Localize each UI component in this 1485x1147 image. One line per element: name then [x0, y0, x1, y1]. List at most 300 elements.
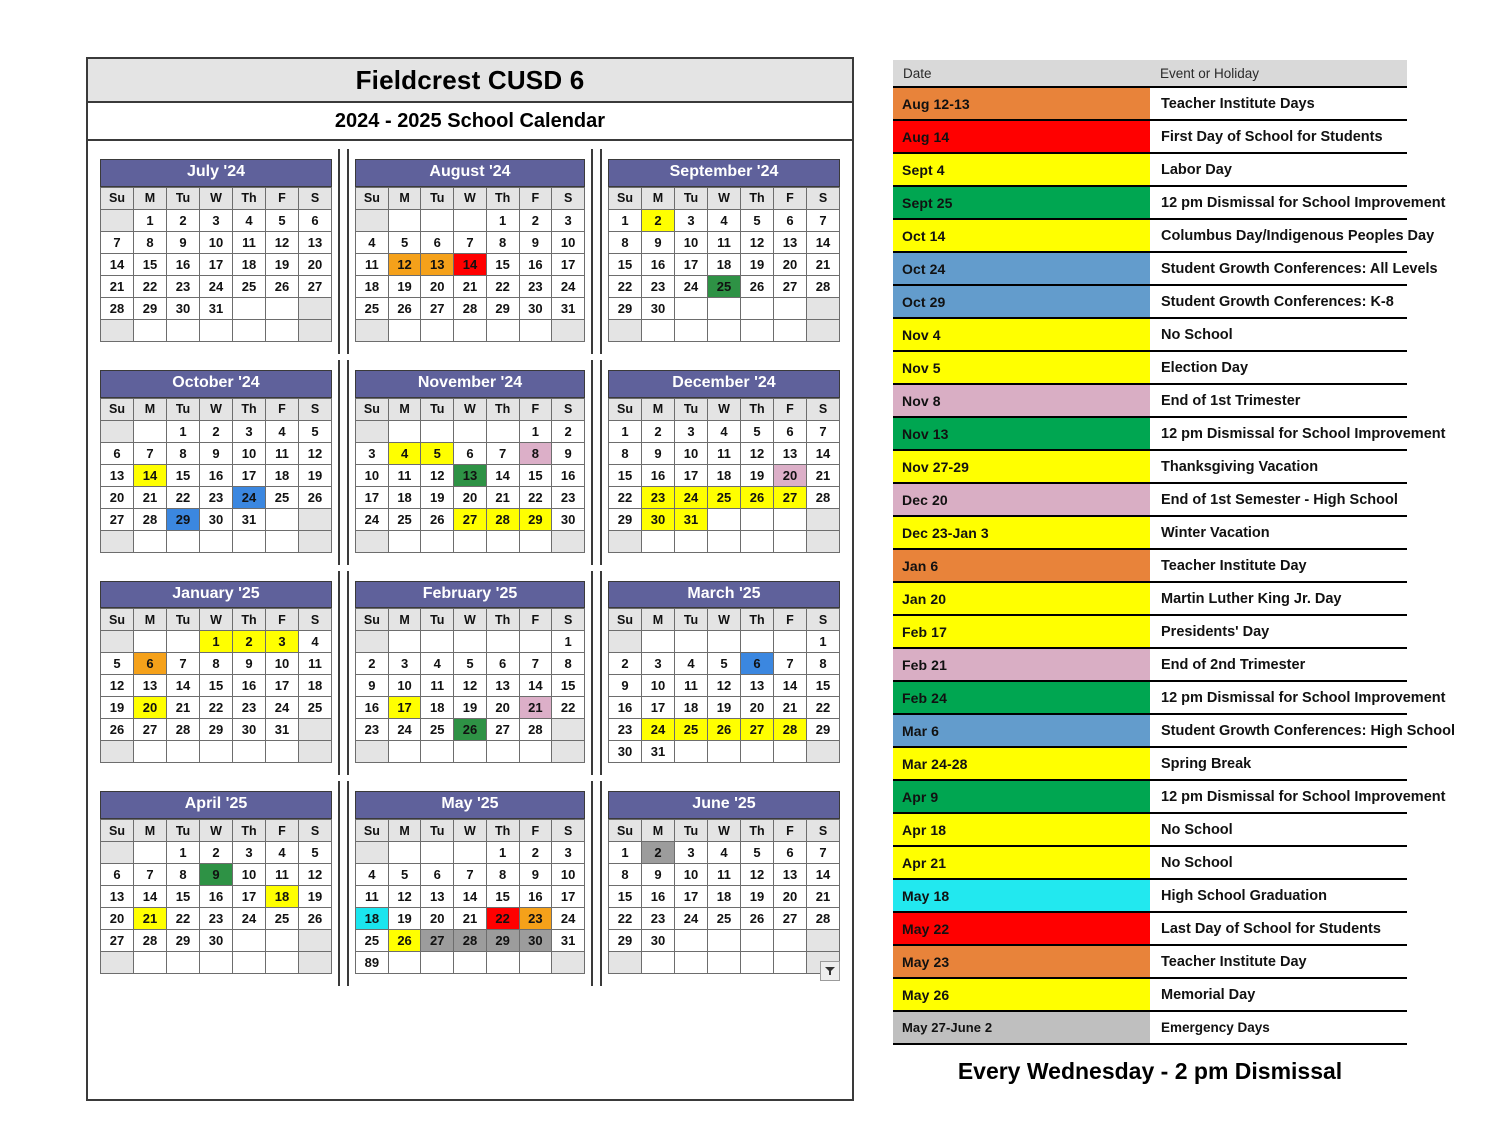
day-cell[interactable]: 18 [356, 908, 389, 930]
day-cell[interactable]: 21 [134, 908, 167, 930]
day-cell[interactable]: 14 [167, 675, 200, 697]
day-cell[interactable]: 16 [642, 253, 675, 275]
day-cell[interactable]: 15 [519, 464, 552, 486]
day-cell[interactable]: 29 [609, 297, 642, 319]
day-cell[interactable]: 9 [519, 231, 552, 253]
day-cell[interactable]: 5 [299, 420, 332, 442]
day-cell[interactable]: 30 [552, 508, 585, 530]
day-cell[interactable]: 29 [609, 930, 642, 952]
day-cell[interactable]: 14 [774, 675, 807, 697]
day-cell[interactable]: 24 [233, 486, 266, 508]
day-cell[interactable]: 11 [233, 231, 266, 253]
day-cell[interactable]: 16 [609, 697, 642, 719]
day-cell[interactable]: 17 [675, 464, 708, 486]
day-cell[interactable]: 16 [519, 886, 552, 908]
day-cell[interactable]: 9 [356, 675, 389, 697]
day-cell[interactable]: 8 [486, 231, 519, 253]
day-cell[interactable]: 27 [774, 908, 807, 930]
day-cell[interactable]: 12 [299, 442, 332, 464]
day-cell[interactable]: 5 [421, 442, 454, 464]
day-cell[interactable]: 22 [200, 697, 233, 719]
day-cell[interactable]: 4 [233, 209, 266, 231]
day-cell[interactable]: 1 [519, 420, 552, 442]
day-cell[interactable]: 18 [233, 253, 266, 275]
day-cell[interactable]: 1 [486, 842, 519, 864]
day-cell[interactable]: 6 [486, 653, 519, 675]
day-cell[interactable]: 13 [421, 253, 454, 275]
day-cell[interactable]: 18 [356, 275, 389, 297]
day-cell[interactable]: 15 [609, 464, 642, 486]
day-cell[interactable]: 31 [675, 508, 708, 530]
day-cell[interactable]: 10 [675, 442, 708, 464]
day-cell[interactable]: 29 [167, 930, 200, 952]
day-cell[interactable]: 15 [609, 253, 642, 275]
day-cell[interactable]: 25 [421, 719, 454, 741]
day-cell[interactable]: 8 [167, 442, 200, 464]
day-cell[interactable]: 21 [167, 697, 200, 719]
day-cell[interactable]: 20 [421, 908, 454, 930]
day-cell[interactable]: 8 [486, 864, 519, 886]
day-cell[interactable]: 19 [266, 253, 299, 275]
day-cell[interactable]: 27 [101, 508, 134, 530]
day-cell[interactable]: 1 [609, 420, 642, 442]
day-cell[interactable]: 20 [101, 486, 134, 508]
day-cell[interactable]: 3 [675, 842, 708, 864]
day-cell[interactable]: 5 [741, 420, 774, 442]
day-cell[interactable]: 10 [675, 231, 708, 253]
day-cell[interactable]: 12 [708, 675, 741, 697]
day-cell[interactable]: 20 [774, 464, 807, 486]
day-cell[interactable]: 19 [421, 486, 454, 508]
day-cell[interactable]: 17 [552, 253, 585, 275]
day-cell[interactable]: 9 [642, 864, 675, 886]
day-cell[interactable]: 5 [454, 653, 487, 675]
day-cell[interactable]: 7 [807, 420, 840, 442]
day-cell[interactable]: 15 [200, 675, 233, 697]
day-cell[interactable]: 6 [741, 653, 774, 675]
day-cell[interactable]: 11 [266, 442, 299, 464]
day-cell[interactable]: 2 [642, 420, 675, 442]
day-cell[interactable]: 14 [807, 864, 840, 886]
day-cell[interactable]: 28 [454, 930, 487, 952]
day-cell[interactable]: 28 [807, 908, 840, 930]
day-cell[interactable]: 4 [266, 420, 299, 442]
day-cell[interactable]: 20 [299, 253, 332, 275]
day-cell[interactable]: 5 [266, 209, 299, 231]
day-cell[interactable]: 21 [454, 908, 487, 930]
day-cell[interactable]: 24 [675, 486, 708, 508]
day-cell[interactable]: 18 [266, 464, 299, 486]
day-cell[interactable]: 18 [299, 675, 332, 697]
day-cell[interactable]: 1 [167, 420, 200, 442]
day-cell[interactable]: 8 [609, 231, 642, 253]
day-cell[interactable]: 20 [741, 697, 774, 719]
day-cell[interactable]: 8 [134, 231, 167, 253]
day-cell[interactable]: 26 [299, 908, 332, 930]
day-cell[interactable]: 29 [486, 930, 519, 952]
day-cell[interactable]: 2 [200, 420, 233, 442]
day-cell[interactable]: 22 [486, 908, 519, 930]
day-cell[interactable]: 17 [233, 464, 266, 486]
day-cell[interactable]: 2 [609, 653, 642, 675]
day-cell[interactable]: 14 [454, 886, 487, 908]
day-cell[interactable]: 4 [708, 420, 741, 442]
day-cell[interactable]: 17 [675, 886, 708, 908]
day-cell[interactable]: 2 [642, 209, 675, 231]
day-cell[interactable]: 15 [486, 253, 519, 275]
day-cell[interactable]: 22 [167, 908, 200, 930]
day-cell[interactable]: 14 [486, 464, 519, 486]
day-cell[interactable]: 22 [486, 275, 519, 297]
day-cell[interactable]: 3 [233, 842, 266, 864]
day-cell[interactable]: 26 [741, 486, 774, 508]
day-cell[interactable]: 15 [486, 886, 519, 908]
day-cell[interactable]: 23 [609, 719, 642, 741]
day-cell[interactable]: 7 [454, 864, 487, 886]
day-cell[interactable]: 30 [200, 508, 233, 530]
day-cell[interactable]: 23 [200, 486, 233, 508]
day-cell[interactable]: 26 [741, 908, 774, 930]
day-cell[interactable]: 12 [741, 231, 774, 253]
day-cell[interactable]: 25 [356, 930, 389, 952]
day-cell[interactable]: 23 [642, 275, 675, 297]
day-cell[interactable]: 12 [266, 231, 299, 253]
day-cell[interactable]: 8 [200, 653, 233, 675]
day-cell[interactable]: 1 [486, 209, 519, 231]
day-cell[interactable]: 9 [200, 442, 233, 464]
day-cell[interactable]: 2 [200, 842, 233, 864]
day-cell[interactable]: 27 [741, 719, 774, 741]
day-cell[interactable]: 17 [552, 886, 585, 908]
day-cell[interactable]: 25 [299, 697, 332, 719]
day-cell[interactable]: 30 [642, 297, 675, 319]
day-cell[interactable]: 10 [233, 864, 266, 886]
day-cell[interactable]: 22 [134, 275, 167, 297]
day-cell[interactable]: 8 [609, 442, 642, 464]
day-cell[interactable]: 11 [266, 864, 299, 886]
day-cell[interactable]: 13 [774, 442, 807, 464]
day-cell[interactable]: 12 [388, 886, 421, 908]
day-cell[interactable]: 27 [421, 297, 454, 319]
day-cell[interactable]: 26 [454, 719, 487, 741]
day-cell[interactable]: 9 [167, 231, 200, 253]
day-cell[interactable]: 13 [101, 464, 134, 486]
day-cell[interactable]: 6 [774, 842, 807, 864]
day-cell[interactable]: 13 [454, 464, 487, 486]
day-cell[interactable]: 8 [552, 653, 585, 675]
day-cell[interactable]: 18 [388, 486, 421, 508]
day-cell[interactable]: 7 [454, 231, 487, 253]
day-cell[interactable]: 27 [774, 275, 807, 297]
day-cell[interactable]: 7 [807, 842, 840, 864]
day-cell[interactable]: 28 [134, 930, 167, 952]
day-cell[interactable]: 28 [101, 297, 134, 319]
day-cell[interactable]: 28 [454, 297, 487, 319]
day-cell[interactable]: 11 [708, 442, 741, 464]
day-cell[interactable]: 22 [609, 908, 642, 930]
day-cell[interactable]: 5 [741, 209, 774, 231]
day-cell[interactable]: 11 [299, 653, 332, 675]
day-cell[interactable]: 17 [642, 697, 675, 719]
day-cell[interactable]: 17 [200, 253, 233, 275]
day-cell[interactable]: 20 [421, 275, 454, 297]
day-cell[interactable]: 25 [266, 908, 299, 930]
day-cell[interactable]: 26 [388, 297, 421, 319]
day-cell[interactable]: 28 [134, 508, 167, 530]
day-cell[interactable]: 22 [519, 486, 552, 508]
day-cell[interactable]: 9 [519, 864, 552, 886]
day-cell[interactable]: 18 [708, 464, 741, 486]
day-cell[interactable]: 20 [134, 697, 167, 719]
day-cell[interactable]: 19 [299, 886, 332, 908]
day-cell[interactable]: 12 [388, 253, 421, 275]
day-cell[interactable]: 29 [486, 297, 519, 319]
day-cell[interactable]: 24 [233, 908, 266, 930]
day-cell[interactable]: 4 [421, 653, 454, 675]
day-cell[interactable]: 31 [233, 508, 266, 530]
day-cell[interactable]: 4 [708, 842, 741, 864]
day-cell[interactable]: 27 [454, 508, 487, 530]
day-cell[interactable]: 28 [519, 719, 552, 741]
day-cell[interactable]: 11 [356, 886, 389, 908]
day-cell[interactable]: 3 [552, 842, 585, 864]
day-cell[interactable]: 12 [299, 864, 332, 886]
day-cell[interactable]: 28 [486, 508, 519, 530]
day-cell[interactable]: 9 [642, 442, 675, 464]
day-cell[interactable]: 27 [101, 930, 134, 952]
day-cell[interactable]: 3 [642, 653, 675, 675]
day-cell[interactable]: 14 [807, 442, 840, 464]
day-cell[interactable]: 31 [552, 297, 585, 319]
day-cell[interactable]: 7 [486, 442, 519, 464]
day-cell[interactable]: 8 [167, 864, 200, 886]
day-cell[interactable]: 1 [609, 842, 642, 864]
day-cell[interactable]: 6 [299, 209, 332, 231]
day-cell[interactable]: 23 [642, 486, 675, 508]
day-cell[interactable]: 6 [454, 442, 487, 464]
day-cell[interactable]: 22 [609, 275, 642, 297]
day-cell[interactable]: 30 [200, 930, 233, 952]
day-cell[interactable]: 25 [233, 275, 266, 297]
day-cell[interactable]: 16 [200, 886, 233, 908]
day-cell[interactable]: 10 [675, 864, 708, 886]
day-cell[interactable]: 7 [101, 231, 134, 253]
day-cell[interactable]: 5 [708, 653, 741, 675]
day-cell[interactable]: 15 [609, 886, 642, 908]
day-cell[interactable]: 10 [552, 231, 585, 253]
day-cell[interactable]: 2 [519, 842, 552, 864]
day-cell[interactable]: 3 [356, 442, 389, 464]
day-cell[interactable]: 20 [486, 697, 519, 719]
day-cell[interactable]: 16 [642, 886, 675, 908]
day-cell[interactable]: 28 [167, 719, 200, 741]
day-cell[interactable]: 16 [233, 675, 266, 697]
day-cell[interactable]: 27 [486, 719, 519, 741]
day-cell[interactable]: 5 [388, 231, 421, 253]
day-cell[interactable]: 28 [807, 486, 840, 508]
day-cell[interactable]: 21 [101, 275, 134, 297]
day-cell[interactable]: 21 [519, 697, 552, 719]
day-cell[interactable]: 11 [708, 864, 741, 886]
day-cell[interactable]: 7 [807, 209, 840, 231]
day-cell[interactable]: 2 [233, 631, 266, 653]
day-cell[interactable]: 23 [356, 719, 389, 741]
day-cell[interactable]: 25 [675, 719, 708, 741]
day-cell[interactable]: 26 [266, 275, 299, 297]
day-cell[interactable]: 12 [101, 675, 134, 697]
day-cell[interactable]: 13 [101, 886, 134, 908]
day-cell[interactable]: 30 [642, 930, 675, 952]
day-cell[interactable]: 13 [774, 231, 807, 253]
day-cell[interactable]: 20 [774, 253, 807, 275]
day-cell[interactable]: 6 [134, 653, 167, 675]
day-cell[interactable]: 13 [134, 675, 167, 697]
day-cell[interactable]: 26 [101, 719, 134, 741]
day-cell[interactable]: 2 [552, 420, 585, 442]
day-cell[interactable]: 24 [388, 719, 421, 741]
day-cell[interactable]: 22 [609, 486, 642, 508]
day-cell[interactable]: 18 [708, 886, 741, 908]
day-cell[interactable]: 21 [807, 253, 840, 275]
day-cell[interactable]: 19 [388, 275, 421, 297]
day-cell[interactable]: 12 [454, 675, 487, 697]
day-cell[interactable]: 6 [774, 209, 807, 231]
day-cell[interactable]: 1 [552, 631, 585, 653]
day-cell[interactable]: 10 [266, 653, 299, 675]
filter-dropdown-icon[interactable] [820, 961, 840, 981]
day-cell[interactable]: 24 [642, 719, 675, 741]
day-cell[interactable]: 26 [741, 275, 774, 297]
day-cell[interactable]: 4 [675, 653, 708, 675]
day-cell[interactable]: 31 [642, 741, 675, 763]
day-cell[interactable]: 13 [421, 886, 454, 908]
day-cell[interactable]: 28 [807, 275, 840, 297]
day-cell[interactable]: 14 [454, 253, 487, 275]
day-cell[interactable]: 24 [200, 275, 233, 297]
day-cell[interactable]: 15 [807, 675, 840, 697]
day-cell[interactable]: 19 [101, 697, 134, 719]
day-cell[interactable]: 13 [299, 231, 332, 253]
day-cell[interactable]: 3 [388, 653, 421, 675]
day-cell[interactable]: 25 [388, 508, 421, 530]
day-cell[interactable]: 19 [741, 253, 774, 275]
day-cell[interactable]: 3 [266, 631, 299, 653]
day-cell[interactable]: 30 [519, 930, 552, 952]
day-cell[interactable]: 4 [356, 864, 389, 886]
day-cell[interactable]: 30 [233, 719, 266, 741]
day-cell[interactable]: 11 [388, 464, 421, 486]
day-cell[interactable]: 21 [454, 275, 487, 297]
day-cell[interactable]: 1 [609, 209, 642, 231]
day-cell[interactable]: 6 [421, 231, 454, 253]
day-cell[interactable]: 3 [233, 420, 266, 442]
day-cell[interactable]: 9 [552, 442, 585, 464]
day-cell[interactable]: 27 [134, 719, 167, 741]
day-cell[interactable]: 17 [388, 697, 421, 719]
day-cell[interactable]: 8 [519, 442, 552, 464]
day-cell[interactable]: 3 [552, 209, 585, 231]
day-cell[interactable]: 3 [200, 209, 233, 231]
day-cell[interactable]: 23 [642, 908, 675, 930]
day-cell[interactable]: 29 [519, 508, 552, 530]
day-cell[interactable]: 89 [356, 952, 389, 974]
day-cell[interactable]: 19 [454, 697, 487, 719]
day-cell[interactable]: 4 [299, 631, 332, 653]
day-cell[interactable]: 14 [807, 231, 840, 253]
day-cell[interactable]: 9 [609, 675, 642, 697]
day-cell[interactable]: 23 [200, 908, 233, 930]
day-cell[interactable]: 4 [708, 209, 741, 231]
day-cell[interactable]: 24 [675, 275, 708, 297]
day-cell[interactable]: 1 [807, 631, 840, 653]
day-cell[interactable]: 12 [741, 442, 774, 464]
day-cell[interactable]: 24 [356, 508, 389, 530]
day-cell[interactable]: 18 [675, 697, 708, 719]
day-cell[interactable]: 8 [807, 653, 840, 675]
day-cell[interactable]: 6 [101, 864, 134, 886]
day-cell[interactable]: 11 [356, 253, 389, 275]
day-cell[interactable]: 26 [388, 930, 421, 952]
day-cell[interactable]: 1 [167, 842, 200, 864]
day-cell[interactable]: 16 [167, 253, 200, 275]
day-cell[interactable]: 16 [356, 697, 389, 719]
day-cell[interactable]: 21 [774, 697, 807, 719]
day-cell[interactable]: 14 [134, 886, 167, 908]
day-cell[interactable]: 21 [486, 486, 519, 508]
day-cell[interactable]: 29 [200, 719, 233, 741]
day-cell[interactable]: 16 [642, 464, 675, 486]
day-cell[interactable]: 6 [101, 442, 134, 464]
day-cell[interactable]: 21 [134, 486, 167, 508]
day-cell[interactable]: 28 [774, 719, 807, 741]
day-cell[interactable]: 15 [134, 253, 167, 275]
day-cell[interactable]: 21 [807, 464, 840, 486]
day-cell[interactable]: 19 [708, 697, 741, 719]
day-cell[interactable]: 26 [708, 719, 741, 741]
day-cell[interactable]: 9 [642, 231, 675, 253]
day-cell[interactable]: 3 [675, 420, 708, 442]
day-cell[interactable]: 29 [134, 297, 167, 319]
day-cell[interactable]: 3 [675, 209, 708, 231]
day-cell[interactable]: 7 [167, 653, 200, 675]
day-cell[interactable]: 24 [552, 275, 585, 297]
day-cell[interactable]: 13 [741, 675, 774, 697]
day-cell[interactable]: 26 [421, 508, 454, 530]
day-cell[interactable]: 4 [388, 442, 421, 464]
day-cell[interactable]: 25 [356, 297, 389, 319]
day-cell[interactable]: 5 [741, 842, 774, 864]
day-cell[interactable]: 31 [200, 297, 233, 319]
day-cell[interactable]: 12 [421, 464, 454, 486]
day-cell[interactable]: 24 [675, 908, 708, 930]
day-cell[interactable]: 31 [266, 719, 299, 741]
day-cell[interactable]: 16 [200, 464, 233, 486]
day-cell[interactable]: 29 [609, 508, 642, 530]
day-cell[interactable]: 13 [486, 675, 519, 697]
day-cell[interactable]: 10 [200, 231, 233, 253]
day-cell[interactable]: 29 [807, 719, 840, 741]
day-cell[interactable]: 6 [421, 864, 454, 886]
day-cell[interactable]: 19 [741, 886, 774, 908]
day-cell[interactable]: 23 [233, 697, 266, 719]
day-cell[interactable]: 9 [200, 864, 233, 886]
day-cell[interactable]: 20 [454, 486, 487, 508]
day-cell[interactable]: 24 [552, 908, 585, 930]
day-cell[interactable]: 11 [675, 675, 708, 697]
day-cell[interactable]: 10 [356, 464, 389, 486]
day-cell[interactable]: 10 [233, 442, 266, 464]
day-cell[interactable]: 8 [609, 864, 642, 886]
